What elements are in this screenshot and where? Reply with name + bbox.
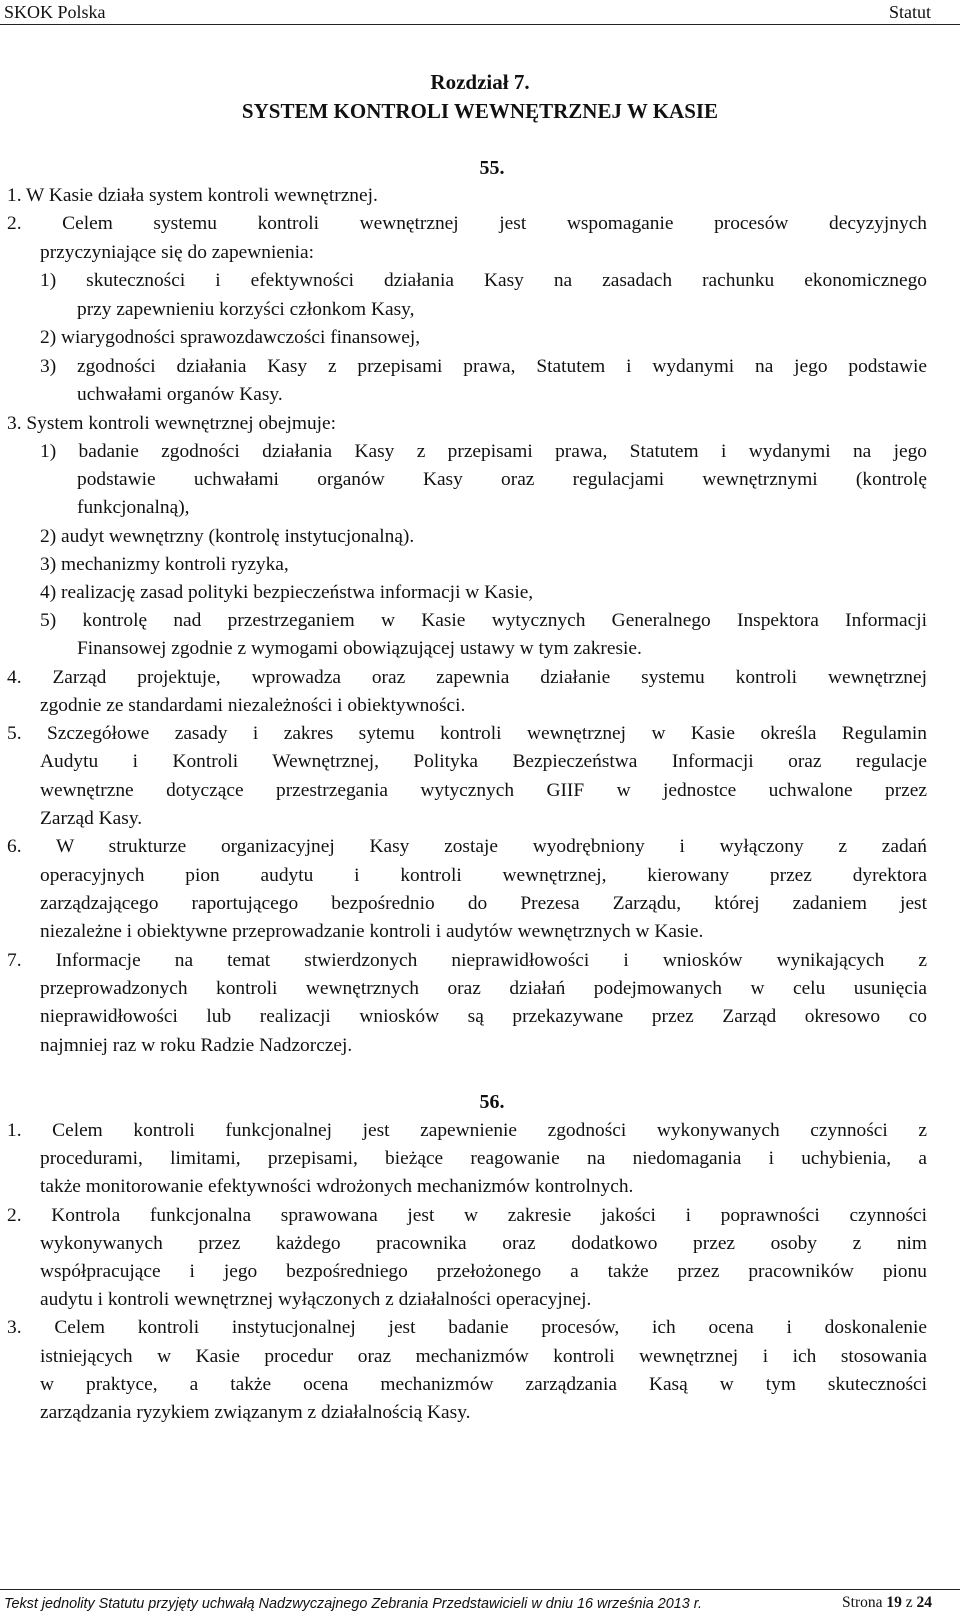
list-item-line: 5) kontrolę nad przestrzeganiem w Kasie wytycznych Generalnego Inspektora Informacji <box>40 610 927 631</box>
paragraph-line: 2. Celem systemu kontroli wewnętrznej jest wspomaganie procesów decyzyjnych <box>7 213 927 234</box>
paragraph-line: 2. Kontrola funkcjonalna sprawowana jest w zakresie jakości i poprawności czynności <box>7 1205 927 1226</box>
paragraph-line: operacyjnych pion audytu i kontroli wewnętrznej, kierowany przez dyrektora <box>40 865 927 886</box>
paragraph-line: 1. Celem kontroli funkcjonalnej jest zapewnienie zgodności wykonywanych czynności z <box>7 1120 927 1141</box>
list-item-line: 2) audyt wewnętrzny (kontrolę instytucjonalną). <box>40 526 415 547</box>
paragraph-line: 5. Szczegółowe zasady i zakres sytemu kontroli wewnętrznej w Kasie określa Regulamin <box>7 723 927 744</box>
paragraph-line: wykonywanych przez każdego pracownika oraz dodatkowo przez osoby z nim <box>40 1233 927 1254</box>
paragraph-line: 6. W strukturze organizacyjnej Kasy zostaje wyodrębniony i wyłączony z zadań <box>7 836 927 857</box>
list-item-line: Finansowej zgodnie z wymogami obowiązującej ustawy w tym zakresie. <box>77 638 642 659</box>
section-56-heading: 56. <box>479 1091 505 1113</box>
list-item-line: uchwałami organów Kasy. <box>77 384 283 405</box>
paragraph-line: zarządzania ryzykiem związanym z działalnością Kasy. <box>40 1402 471 1423</box>
chapter-subtitle: SYSTEM KONTROLI WEWNĘTRZNEJ W KASIE <box>241 99 719 123</box>
paragraph-line: 3. Celem kontroli instytucjonalnej jest badanie procesów, ich ocena i doskonalenie <box>7 1317 927 1338</box>
paragraph-line: zgodnie ze standardami niezależności i obiektywności. <box>40 695 466 716</box>
page-footer <box>0 1589 960 1616</box>
paragraph-line: także monitorowanie efektywności wdrożonych mechanizmów kontrolnych. <box>40 1176 634 1197</box>
list-item-line: 3) zgodności działania Kasy z przepisami prawa, Statutem i wydanymi na jego podstawie <box>40 356 927 377</box>
header-org-name: SKOK Polska <box>4 2 106 22</box>
paragraph-line: 7. Informacje na temat stwierdzonych nieprawidłowości i wniosków wynikających z <box>7 950 927 971</box>
paragraph-line: niezależne i obiektywne przeprowadzanie kontroli i audytów wewnętrznych w Kasie. <box>40 921 704 942</box>
list-item-line: 1) skuteczności i efektywności działania Kasy na zasadach rachunku ekonomicznego <box>40 270 927 291</box>
paragraph-line: przyczyniające się do zapewnienia: <box>40 242 315 263</box>
paragraph-line: audytu i kontroli wewnętrznej wyłączonych z działalności operacyjnej. <box>40 1289 592 1310</box>
total-pages: 24 <box>916 1594 932 1611</box>
list-item-line: funkcjonalną), <box>77 497 190 518</box>
paragraph-line: przeprowadzonych kontroli wewnętrznych oraz działań podejmowanych w celu usunięcia <box>40 978 927 999</box>
page-label: Strona <box>842 1594 883 1611</box>
list-item-line: 2) wiarygodności sprawozdawczości finansowej, <box>40 327 421 348</box>
paragraph-line: Zarząd Kasy. <box>40 808 143 829</box>
paragraph-line: 4. Zarząd projektuje, wprowadza oraz zapewnia działanie systemu kontroli wewnętrznej <box>7 667 927 688</box>
chapter-title: Rozdział 7. <box>430 70 530 94</box>
paragraph-line: Audytu i Kontroli Wewnętrznej, Polityka Bezpieczeństwa Informacji oraz regulacje <box>40 751 927 772</box>
paragraph-line: najmniej raz w roku Radzie Nadzorczej. <box>40 1035 353 1056</box>
current-page: 19 <box>886 1594 902 1611</box>
section-55-heading: 55. <box>479 157 505 179</box>
paragraph-line: 3. System kontroli wewnętrznej obejmuje: <box>7 413 337 434</box>
list-item-line: przy zapewnieniu korzyści członkom Kasy, <box>77 299 415 320</box>
page-header <box>0 0 960 25</box>
page-number <box>842 1594 932 1612</box>
paragraph-line: 1. W Kasie działa system kontroli wewnętrznej. <box>7 185 378 206</box>
footer-note: Tekst jednolity Statutu przyjęty uchwałą Nadzwyczajnego Zebrania Przedstawicieli w dniu 16 września 2013 r. <box>4 1596 703 1612</box>
list-item-line: 3) mechanizmy kontroli ryzyka, <box>40 554 289 575</box>
list-item-line: podstawie uchwałami organów Kasy oraz regulacjami wewnętrznymi (kontrolę <box>77 469 927 490</box>
paragraph-line: istniejących w Kasie procedur oraz mechanizmów kontroli wewnętrznej i ich stosowania <box>40 1346 927 1367</box>
paragraph-line: w praktyce, a także ocena mechanizmów zarządzania Kasą w tym skuteczności <box>40 1374 927 1395</box>
list-item-line: 4) realizację zasad polityki bezpieczeństwa informacji w Kasie, <box>40 582 534 603</box>
paragraph-line: wewnętrzne dotyczące przestrzegania wytycznych GIIF w jednostce uchwalone przez <box>40 780 927 801</box>
list-item-line: 1) badanie zgodności działania Kasy z przepisami prawa, Statutem i wydanymi na jego <box>40 441 927 462</box>
paragraph-line: współpracujące i jego bezpośredniego przełożonego a także przez pracowników pionu <box>40 1261 927 1282</box>
paragraph-line: nieprawidłowości lub realizacji wniosków są przekazywane przez Zarząd okresowo co <box>40 1006 927 1027</box>
paragraph-line: zarządzającego raportującego bezpośrednio do Prezesa Zarządu, której zadaniem jest <box>40 893 927 914</box>
page-separator: z <box>905 1594 913 1611</box>
paragraph-line: procedurami, limitami, przepisami, bieżące reagowanie na niedomagania i uchybienia, a <box>40 1148 927 1169</box>
header-doc-name: Statut <box>888 2 931 22</box>
